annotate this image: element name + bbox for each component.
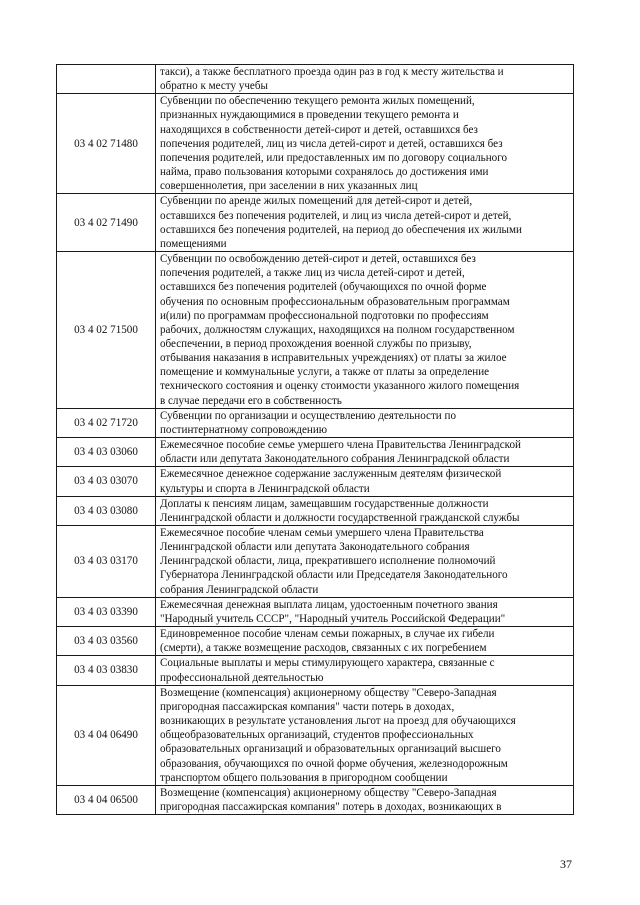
- description-line: совершеннолетия, при заселении в них указанных лиц: [160, 180, 418, 193]
- description-cell: [156, 438, 574, 467]
- description-line: попечения родителей, или предоставленных им по договору социального: [160, 151, 508, 164]
- description-line: Ежемесячное пособие членам семьи умершего члена Правительства: [160, 527, 484, 539]
- description-line: области или депутата Законодательного собрания Ленинградской области: [160, 453, 510, 466]
- description-line: пригородная пассажирская компания" потерь в доходах, возникающих в: [160, 800, 502, 813]
- description-line: пригородная пассажирская компания" части потерь в доходах,: [160, 700, 455, 713]
- table-row: [57, 467, 574, 496]
- description-cell: [156, 467, 574, 496]
- budget-code-cell: 03 4 04 06500: [57, 785, 156, 814]
- description-cell: [156, 252, 574, 409]
- description-cell: [156, 785, 574, 814]
- description-cell: [156, 94, 574, 194]
- description-line: попечения родителей, лиц из числа детей-сирот и детей, оставшихся без: [160, 137, 503, 150]
- budget-code-cell: 03 4 04 06490: [57, 685, 156, 785]
- description-line: Единовременное пособие членам семьи пожарных, в случае их гибели: [160, 628, 495, 641]
- description-line: культуры и спорта в Ленинградской области: [160, 482, 370, 495]
- description-line: в случае передачи его в собственность: [160, 394, 342, 407]
- budget-code-cell: 03 4 03 03080: [57, 496, 156, 525]
- budget-code-cell: 03 4 03 03390: [57, 597, 156, 626]
- table-row: [57, 438, 574, 467]
- table-row: [57, 785, 574, 814]
- description-cell: [156, 526, 574, 598]
- budget-code-cell: 03 4 02 71480: [57, 94, 156, 194]
- budget-code-cell: 03 4 03 03170: [57, 526, 156, 598]
- table-row: [57, 94, 574, 194]
- description-line: признанных нуждающимися в проведении текущего ремонта и: [160, 109, 459, 122]
- description-line: Губернатора Ленинградской области или Председателя Законодательного: [160, 569, 508, 582]
- budget-code-table: [56, 64, 574, 815]
- table-row: [57, 685, 574, 785]
- description-cell: [156, 408, 574, 437]
- description-cell: [156, 597, 574, 626]
- description-line: Субвенции по освобождению детей-сирот и детей, оставшихся без: [160, 253, 476, 266]
- description-line: собрания Ленинградской области: [160, 583, 319, 596]
- budget-code-cell: 03 4 02 71490: [57, 194, 156, 252]
- budget-code-cell: 03 4 03 03060: [57, 438, 156, 467]
- description-line: общеобразовательных организаций, студентов профессиональных: [160, 729, 474, 742]
- description-line: Возмещение (компенсация) акционерному обществу "Северо-Западная: [160, 786, 497, 799]
- description-line: Возмещение (компенсация) акционерному обществу "Северо-Западная: [160, 686, 497, 699]
- description-line: технического состояния и оценку стоимости указанного жилого помещения: [160, 380, 520, 393]
- description-line: такси), а также бесплатного проезда один раз в год к месту жительства и: [160, 66, 504, 78]
- description-cell: [156, 65, 574, 94]
- description-line: Субвенции по аренде жилых помещений для детей-сирот и детей,: [160, 195, 473, 208]
- table-row: [57, 597, 574, 626]
- description-line: возникающих в результате установления льгот на проезд для обучающихся: [160, 715, 516, 728]
- description-line: Субвенции по обеспечению текущего ремонта жилых помещений,: [160, 95, 475, 108]
- table-row: [57, 194, 574, 252]
- description-line: постинтернатному сопровождению: [160, 423, 328, 436]
- description-line: обратно к месту учебы: [160, 80, 268, 93]
- description-line: образования, обучающихся по очной форме обучения, железнодорожным: [160, 757, 508, 770]
- budget-code-cell: 03 4 02 71500: [57, 252, 156, 409]
- page-number: 37: [560, 857, 572, 871]
- description-line: Ежемесячное пособие семье умершего члена Правительства Ленинградской: [160, 439, 521, 452]
- description-cell: [156, 656, 574, 685]
- budget-code-cell: [57, 65, 156, 94]
- description-line: транспортом общего пользования в пригородном сообщении: [160, 771, 448, 784]
- description-line: оставшихся без попечения родителей (обучающихся по очной форме: [160, 281, 487, 294]
- description-line: Субвенции по организации и осуществлению деятельности по: [160, 409, 456, 422]
- description-line: "Народный учитель СССР", "Народный учитель Российской Федерации": [160, 612, 506, 625]
- description-line: попечения родителей, а также лиц из числа детей-сирот и детей,: [160, 267, 465, 280]
- description-cell: [156, 685, 574, 785]
- table-row: [57, 496, 574, 525]
- description-line: Доплаты к пенсиям лицам, замещавшим государственные должности: [160, 497, 489, 510]
- budget-code-cell: 03 4 03 03560: [57, 627, 156, 656]
- description-line: Ежемесячная денежная выплата лицам, удостоенным почетного звания: [160, 598, 498, 611]
- table-row: [57, 656, 574, 685]
- description-line: помещение и коммунальные услуги, а также от платы за определение: [160, 366, 490, 379]
- table-row: [57, 65, 574, 94]
- description-line: обучения по основным профессиональным образовательным программам: [160, 295, 510, 308]
- table-row: [57, 526, 574, 598]
- description-cell: [156, 496, 574, 525]
- description-line: оставшихся без попечения родителей, и лиц из числа детей-сирот и детей,: [160, 209, 512, 222]
- table-row: [57, 252, 574, 409]
- budget-code-cell: 03 4 02 71720: [57, 408, 156, 437]
- description-line: помещениями: [160, 237, 227, 250]
- description-line: Ленинградской области или депутата Законодательного собрания: [160, 541, 470, 554]
- description-line: профессиональной деятельностью: [160, 671, 324, 684]
- description-cell: [156, 194, 574, 252]
- description-line: образовательных организаций и образовательных организаций высшего: [160, 743, 501, 756]
- description-line: Социальные выплаты и меры стимулирующего характера, связанные с: [160, 657, 495, 670]
- description-line: Ленинградской области и должности государственной гражданской службы: [160, 511, 520, 524]
- description-line: и(или) по программам профессиональной подготовки по профессиям: [160, 309, 489, 322]
- description-line: отбывания наказания в исправительных учреждениях) от платы за жилое: [160, 352, 507, 365]
- budget-code-cell: 03 4 03 03070: [57, 467, 156, 496]
- description-line: Ленинградской области, лица, прекратившего исполнение полномочий: [160, 555, 496, 568]
- description-cell: [156, 627, 574, 656]
- budget-code-cell: 03 4 03 03830: [57, 656, 156, 685]
- description-line: Ежемесячное денежное содержание заслуженным деятелям физической: [160, 468, 502, 481]
- description-line: оставшихся без попечения родителей, на период до обеспечения их жилыми: [160, 223, 522, 236]
- table-row: [57, 627, 574, 656]
- description-line: (смерти), а также возмещение расходов, связанных с их погребением: [160, 642, 487, 655]
- description-line: рабочих, должностям служащих, находящихся на полном государственном: [160, 323, 515, 336]
- table-row: [57, 408, 574, 437]
- description-line: находящихся в собственности детей-сирот и детей, оставшихся без: [160, 123, 478, 136]
- description-line: обеспечении, в период прохождения военной службы по призыву,: [160, 337, 472, 350]
- description-line: найма, право пользования которыми сохранялось до достижения ими: [160, 166, 489, 179]
